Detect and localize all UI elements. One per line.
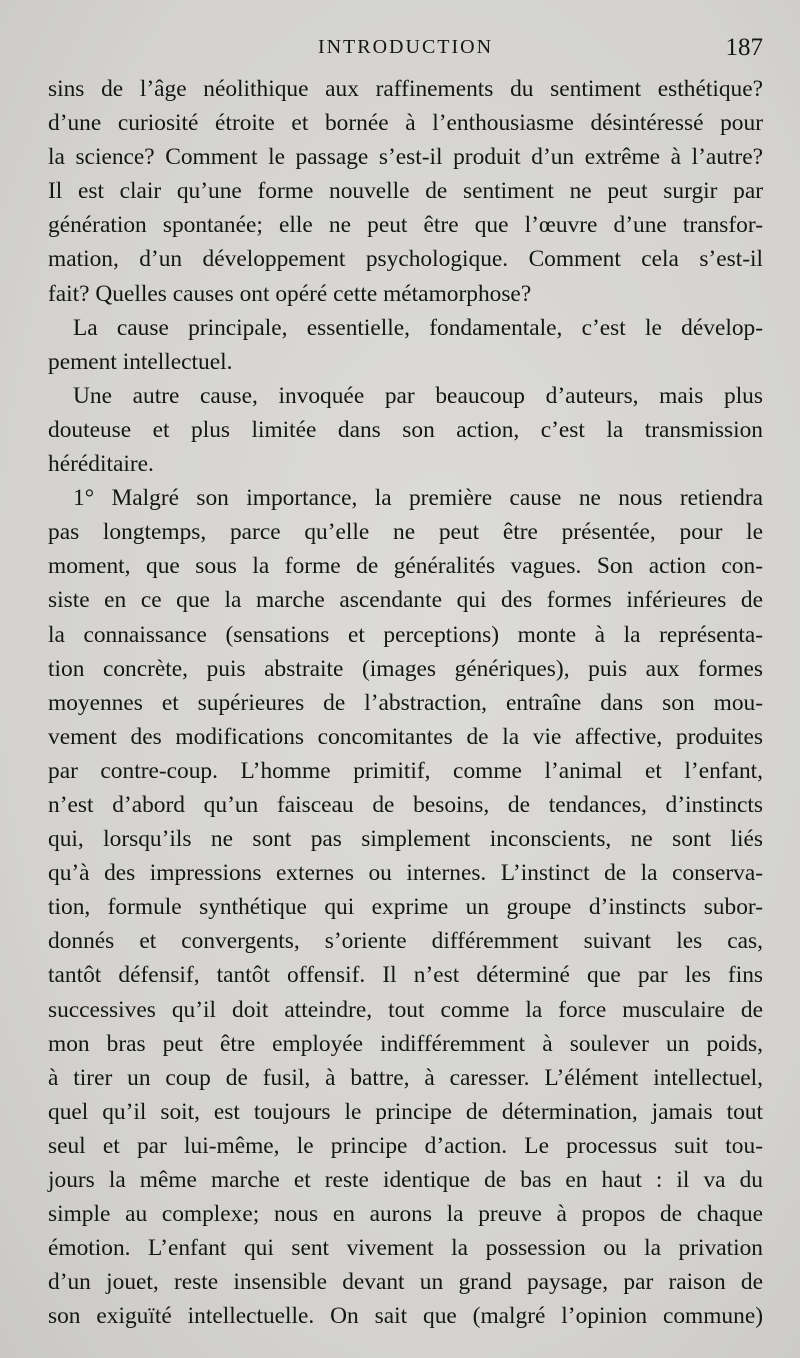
text-line: siste en ce que la marche ascendante qui des formes inférieures de bbox=[48, 587, 763, 614]
running-title: INTRODUCTION bbox=[317, 36, 494, 58]
text-line: son exiguïté intellectuelle. On sait que (malgré l’opinion commune) bbox=[48, 1303, 763, 1330]
text-line: tion, formule synthétique qui exprime un groupe d’instincts subor- bbox=[48, 894, 763, 921]
text-line: pement intellectuel. bbox=[48, 348, 233, 375]
text-line: sins de l’âge néolithique aux raffinements du sentiment esthétique? bbox=[48, 76, 763, 102]
text-line: jours la même marche et reste identique de bas en haut : il va du bbox=[48, 1167, 763, 1193]
text-line: quel qu’il soit, est toujours le principe de détermination, jamais tout bbox=[48, 1098, 763, 1125]
text-line: fait? Quelles causes ont opéré cette métamorphose? bbox=[48, 280, 532, 307]
text-line: successives qu’il doit atteindre, tout comme la force musculaire de bbox=[48, 996, 763, 1023]
text-line: la science? Comment le passage s’est-il produit d’un extrême à l’autre? bbox=[48, 144, 763, 171]
text-line: moment, que sous la forme de généralités vagues. Son action con- bbox=[48, 553, 763, 580]
text-line: pas longtemps, parce qu’elle ne peut être présentée, pour le bbox=[48, 519, 763, 546]
text-line: à tirer un coup de fusil, à battre, à caresser. L’élément intellectuel, bbox=[48, 1064, 763, 1091]
text-line: héréditaire. bbox=[48, 451, 154, 478]
text-line: n’est d’abord qu’un faisceau de besoins, de tendances, d’instincts bbox=[48, 791, 763, 818]
text-line: tantôt défensif, tantôt offensif. Il n’est déterminé que par les fins bbox=[48, 962, 763, 989]
text-line: qu’à des impressions externes ou internes. L’instinct de la conserva- bbox=[48, 860, 763, 887]
page-number: 187 bbox=[725, 34, 763, 61]
text-line: émotion. L’enfant qui sent vivement la possession ou la privation bbox=[48, 1235, 763, 1262]
text-line: 1° Malgré son importance, la première cause ne nous retiendra bbox=[73, 485, 763, 512]
text-line: simple au complexe; nous en aurons la preuve à propos de chaque bbox=[48, 1201, 763, 1228]
body-text bbox=[48, 72, 763, 1333]
text-line: douteuse et plus limitée dans son action, c’est la transmission bbox=[48, 416, 763, 443]
text-line: Il est clair qu’une forme nouvelle de sentiment ne peut surgir par bbox=[48, 178, 763, 205]
text-line: mation, d’un développement psychologique. Comment cela s’est-il bbox=[48, 246, 763, 273]
text-line: d’une curiosité étroite et bornée à l’enthousiasme désintéressé pour bbox=[48, 110, 763, 137]
text-line: génération spontanée; elle ne peut être que l’œuvre d’une transfor- bbox=[48, 212, 763, 239]
text-line: donnés et convergents, s’oriente différemment suivant les cas, bbox=[48, 928, 763, 955]
text-line: Une autre cause, invoquée par beaucoup d’auteurs, mais plus bbox=[73, 382, 763, 409]
text-line: tion concrète, puis abstraite (images génériques), puis aux formes bbox=[48, 655, 763, 682]
text-line: par contre-coup. L’homme primitif, comme l’animal et l’enfant, bbox=[48, 757, 763, 784]
text-line: moyennes et supérieures de l’abstraction, entraîne dans son mou- bbox=[48, 689, 763, 716]
text-line: seul et par lui-même, le principe d’action. Le processus suit tou- bbox=[48, 1132, 763, 1159]
running-head bbox=[48, 34, 763, 64]
text-line: d’un jouet, reste insensible devant un grand paysage, par raison de bbox=[48, 1269, 763, 1296]
text-line: la connaissance (sensations et perceptions) monte à la représenta- bbox=[48, 621, 763, 648]
text-line: mon bras peut être employée indifféremment à soulever un poids, bbox=[48, 1030, 763, 1057]
text-line: La cause principale, essentielle, fondamentale, c’est le dévelop- bbox=[73, 314, 763, 341]
text-line: qui, lorsqu’ils ne sont pas simplement inconscients, ne sont liés bbox=[48, 826, 763, 853]
text-line: vement des modifications concomitantes de la vie affective, produites bbox=[48, 723, 763, 750]
